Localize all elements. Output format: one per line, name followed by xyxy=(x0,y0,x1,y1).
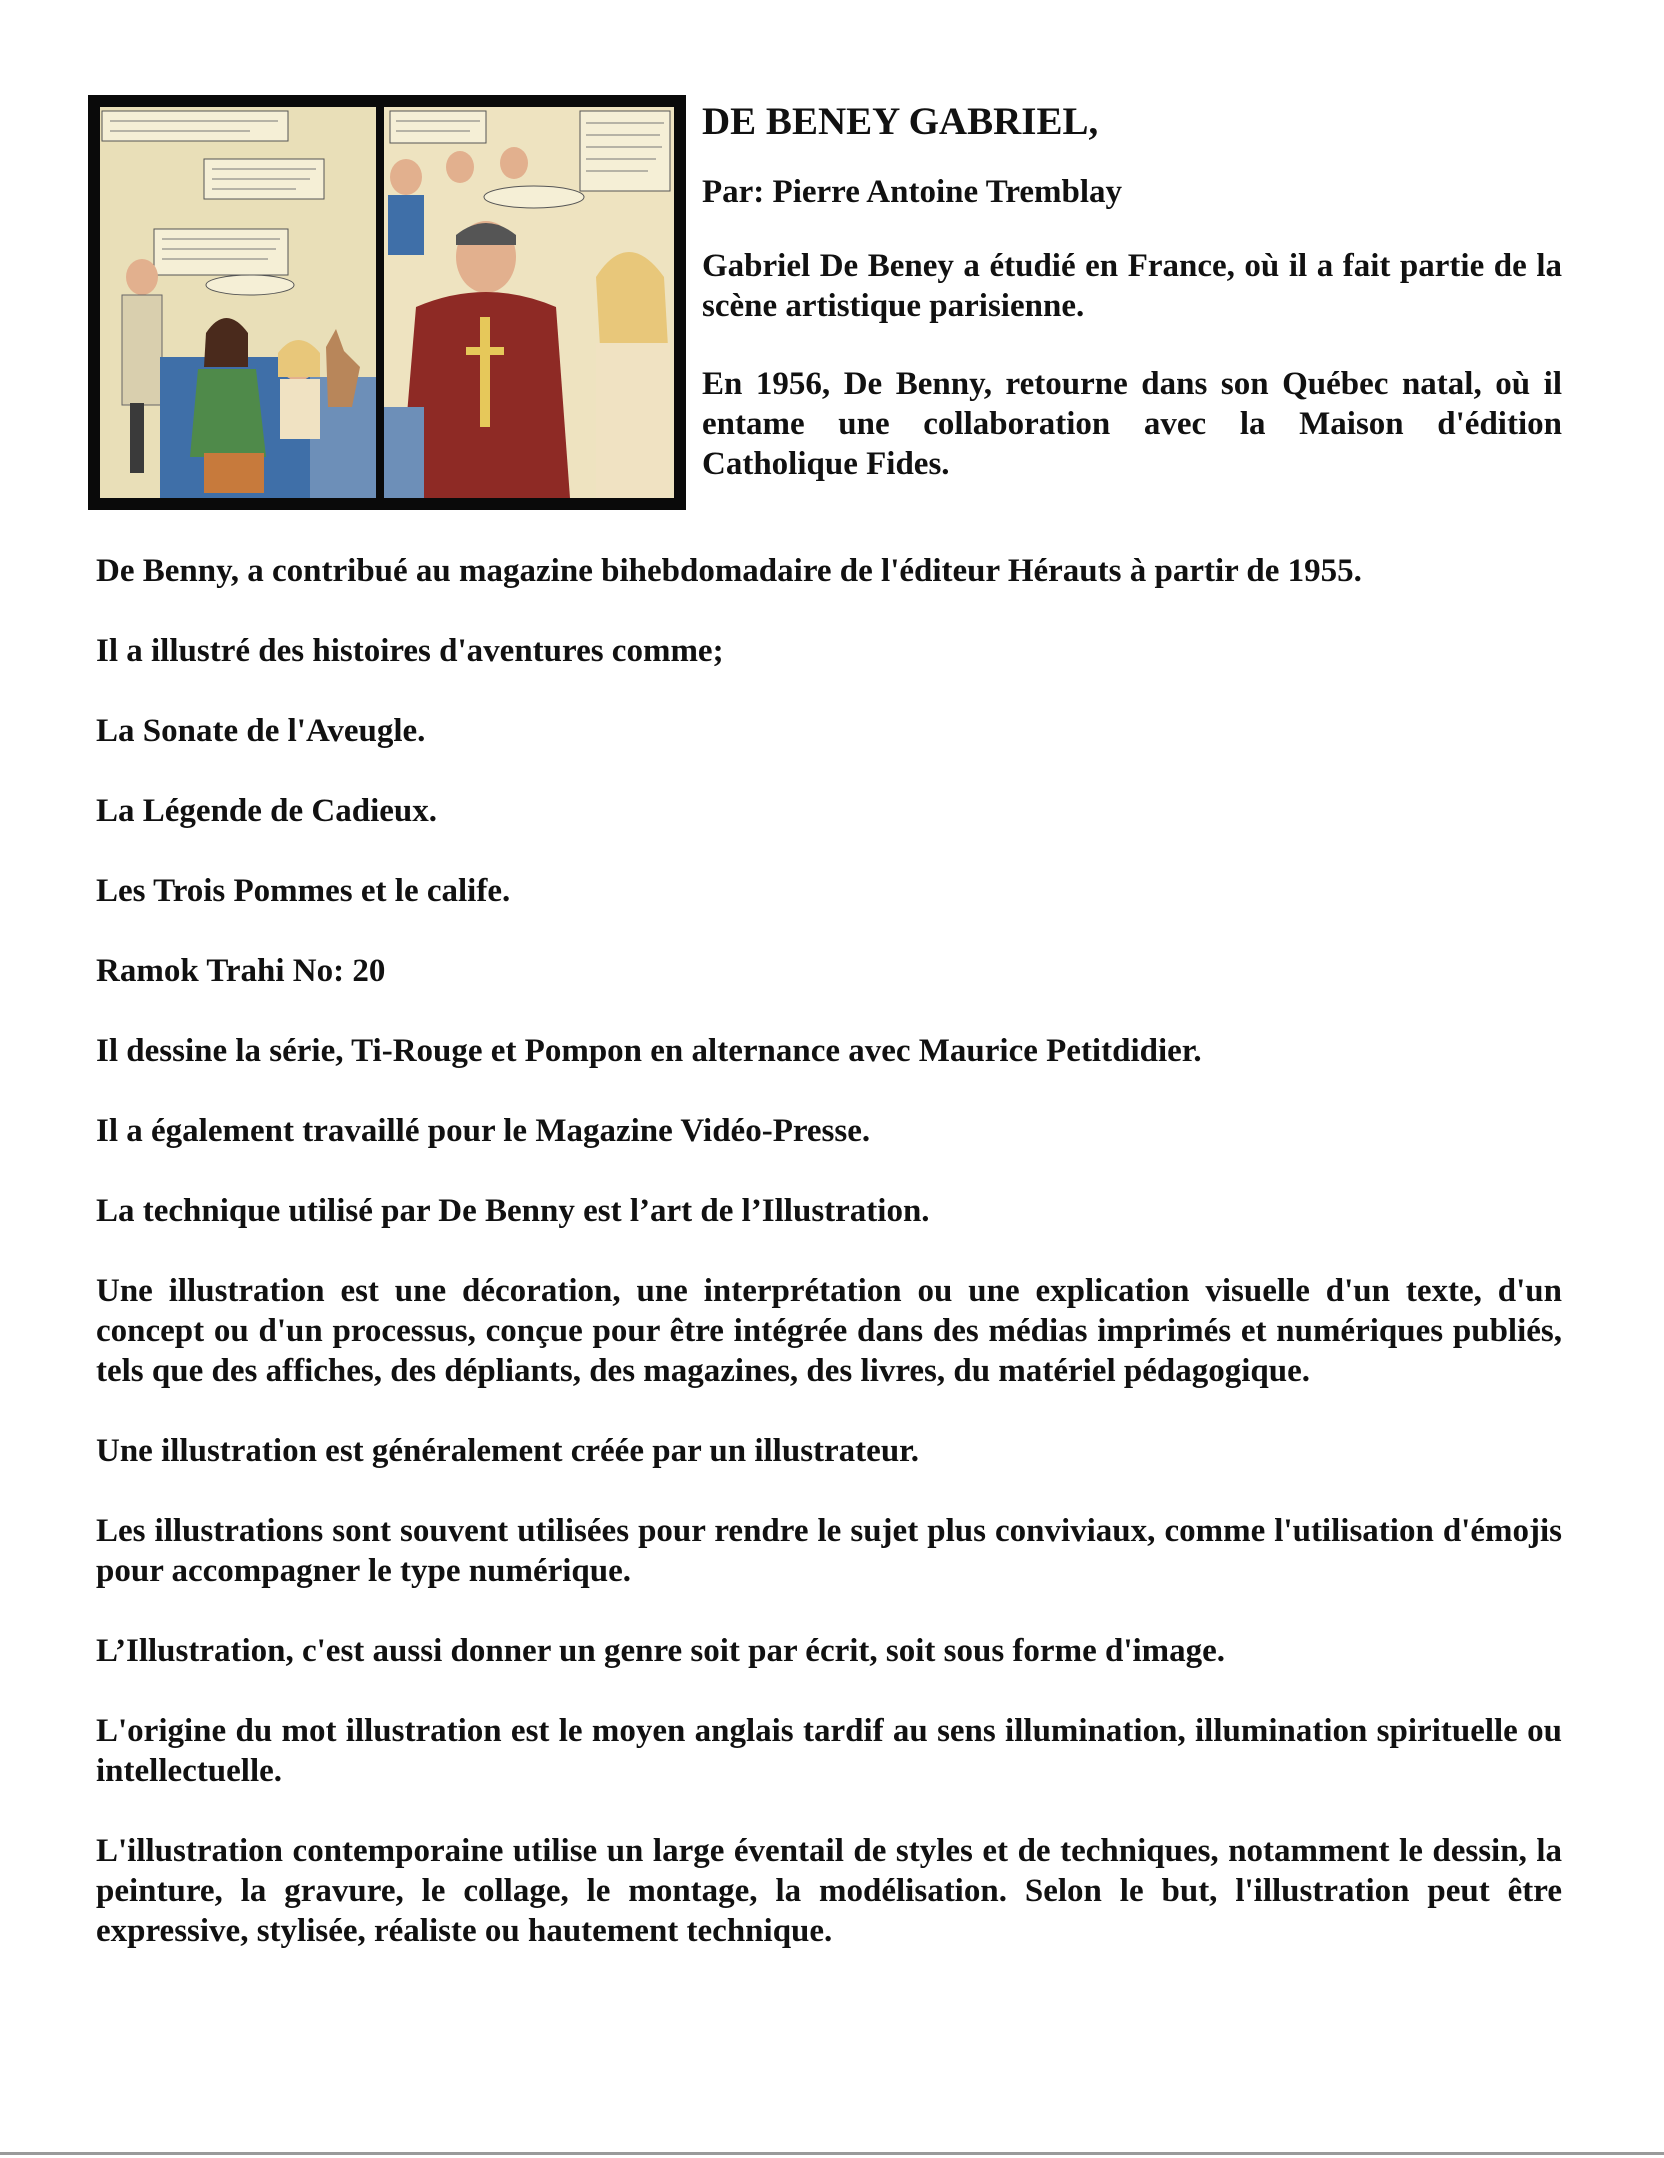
paragraph: L'origine du mot illustration est le moyen anglais tardif au sens illumination, illumination spirituelle ou intellectuelle. xyxy=(96,1713,1562,1789)
list-item: La Légende de Cadieux. xyxy=(96,793,438,829)
body-text xyxy=(96,551,1562,1991)
comic-illustration xyxy=(88,95,686,510)
paragraph: L’Illustration, c'est aussi donner un genre soit par écrit, soit sous forme d'image. xyxy=(96,1633,1226,1669)
paragraph: Il a illustré des histoires d'aventures comme; xyxy=(96,633,724,669)
list-item: Les Trois Pommes et le calife. xyxy=(96,873,511,909)
paragraph: Il dessine la série, Ti-Rouge et Pompon en alternance avec Maurice Petitdidier. xyxy=(96,1033,1202,1069)
document-title: DE BENEY GABRIEL, xyxy=(702,100,1099,143)
paragraph: Les illustrations sont souvent utilisées pour rendre le sujet plus conviviaux, comme l'utilisation d'émojis pour accompagner le type numérique. xyxy=(96,1513,1562,1589)
paragraph: De Benny, a contribué au magazine bihebdomadaire de l'éditeur Hérauts à partir de 1955. xyxy=(96,553,1362,589)
paragraph: Une illustration est une décoration, une interprétation ou une explication visuelle d'un texte, d'un concept ou d'un processus, conçue pour être intégrée dans des médias imprimés et numériques publiés, tels que des affiches, des dépliants, des magazines, des livres, du matériel pédagogique. xyxy=(96,1273,1562,1389)
intro-paragraph: Gabriel De Beney a étudié en France, où il a fait partie de la scène artistique parisienne. xyxy=(702,248,1562,325)
list-item: La Sonate de l'Aveugle. xyxy=(96,713,426,749)
header-block xyxy=(702,100,1562,522)
author-byline: Par: Pierre Antoine Tremblay xyxy=(702,173,1123,210)
list-item: Ramok Trahi No: 20 xyxy=(96,953,386,989)
page-bottom-rule xyxy=(0,2152,1664,2155)
paragraph: L'illustration contemporaine utilise un large éventail de styles et de techniques, notamment le dessin, la peinture, la gravure, le collage, le montage, la modélisation. Selon le but, l'illustration peut être expressive, stylisée, réaliste ou hautement technique. xyxy=(96,1833,1562,1949)
paragraph: Il a également travaillé pour le Magazine Vidéo-Presse. xyxy=(96,1113,871,1149)
intro-paragraph: En 1956, De Benny, retourne dans son Québec natal, où il entame une collaboration avec la Maison d'édition Catholique Fides. xyxy=(702,366,1562,483)
paragraph: Une illustration est généralement créée par un illustrateur. xyxy=(96,1433,920,1469)
comic-strip-icon xyxy=(100,107,674,498)
paragraph: La technique utilisé par De Benny est l’art de l’Illustration. xyxy=(96,1193,930,1229)
